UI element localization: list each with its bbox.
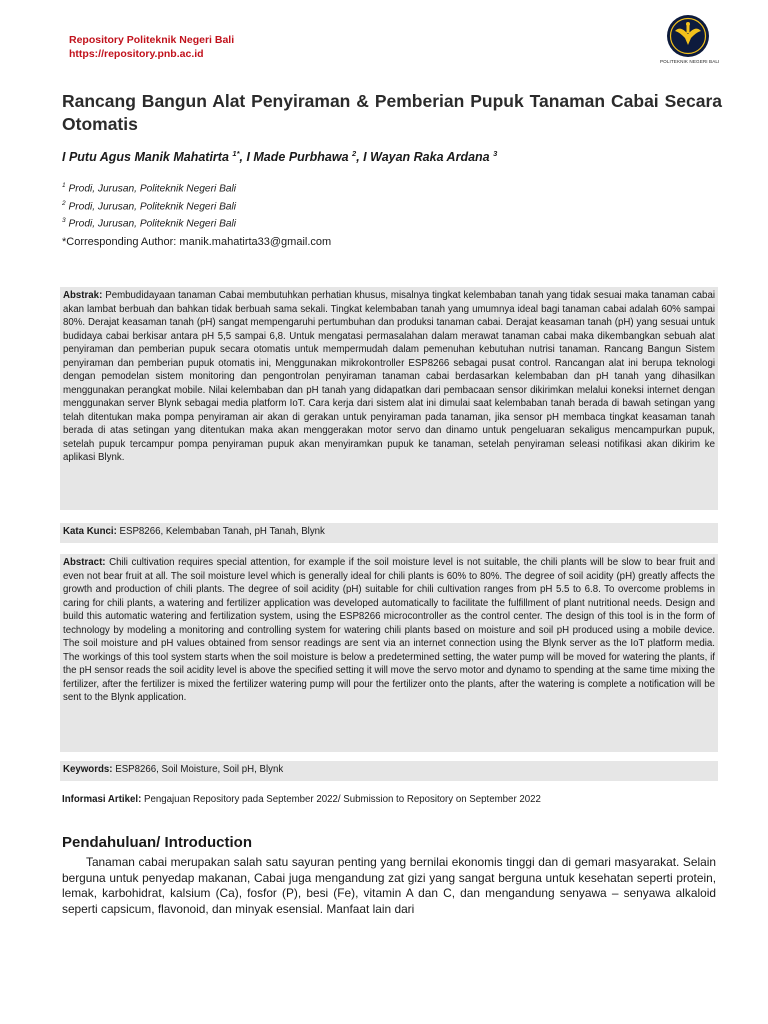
author-name: I Putu Agus Manik Mahatirta xyxy=(62,150,229,165)
abstrak-text: Pembudidayaan tanaman Cabai membutuhkan perhatian khusus, misalnya tingkat kelembaban tanah yang tidak sesuai maka tanaman cabai akan lambat berbuah dan bahkan tidak berbuah sama sekali. Tingkat kelembaban tanah yang umumnya ideal bagi tanaman cabai adalah 60% sampai 80%. Derajat keasaman tanah (pH) sangat mempengaruhi pertumbuhan dan produksi tanaman cabai. Derajat keasaman tanah (pH) yang sesuai untuk budidaya cabai berkisar antara pH 5,5 sampai 6,8. Untuk mengatasi permasalahan dalam merawat tanaman cabai maka dikembangkan sebuah alat penyiraman dan pemberian pupuk secara otomatis untuk mempermudah dalam pemenuhan kebutuhan nutrisi tanaman. Rancang Bangun Sistem penyiraman dan pemberian pupuk otomatis ini, Menggunakan mikrokontroller ESP8266 sebagai pusat control. Rancangan alat ini berupa teknologi dengan pemodelan sistem monitoring dan pengontrolan penyiraman tanaman cabai berdasarkan kelembaban dan pH tanah yang dihasilkan menggunakan perangkat mobile. Nilai kelembaban dan pH tanah yang didapatkan dari pembacaan sensor dikirimkan melalui koneksi internet dengan menggunakan server Blynk sebagai media platform IoT. Cara kerja dari sistem alat ini dimulai saat kelembaban tanah berada di bawah setingan yang telah ditentukan maka pompa penyiraman air akan di gerakan untuk penyiraman pada tanaman, jika sensor pH membaca tingkat keasaman tanah berada di atas setingan yang ditentukan maka akan menggerakan motor servo dan dinamo untuk pengeluaran sekaligus mencampurkan pupuk, setelah pupuk tercampur pompa penyiraman pupuk akan menyiramkan pupuk ke tanaman, setelah penyiraman seleasi notifikasi akan dikirim ke aplikasi Blynk. xyxy=(63,290,715,463)
abstract-label: Abstract: xyxy=(63,557,106,568)
kata-kunci-text: ESP8266, Kelembaban Tanah, pH Tanah, Blynk xyxy=(119,526,325,537)
affiliation-text: Prodi, Jurusan, Politeknik Negeri Bali xyxy=(68,200,237,212)
article-info-text: Pengajuan Repository pada September 2022/ Submission to Repository on September 2022 xyxy=(144,794,541,805)
affiliation-superscript: 3 xyxy=(62,217,66,225)
introduction-heading: Pendahuluan/ Introduction xyxy=(62,834,252,851)
kata-kunci-box xyxy=(60,523,718,543)
abstrak-box xyxy=(60,287,718,510)
article-info-label: Informasi Artikel: xyxy=(62,794,142,805)
pnb-emblem-icon xyxy=(666,14,710,58)
kata-kunci-label: Kata Kunci: xyxy=(63,526,117,537)
abstract-text: Chili cultivation requires special attention, for example if the soil moisture level is not suitable, the chili plants will be slow to bear fruit and even not bear fruit at all. The soil moisture level which is generally ideal for chili plants is 60% to 80%. The degree of soil acidity (pH) greatly affects the growth and production of chili plants. The degree of soil acidity (pH) suitable for chili cultivation ranges from pH 5.5 to 6.8. To overcome problems in caring for chili plants, a watering and fertilizer application was developed automatically to facilitate the fulfillment of plant nutritional needs. Design and build this automatic watering and fertilization system, using the ESP8266 microcontroller as the control center. The design of this tool is in the form of technology by modeling a monitoring and controlling system for watering chili plants based on moisture and soil pH produced using a mobile device. The soil moisture and pH values obtained from sensor readings are sent via an internet connection using the Blynk server as the IoT platform media. The workings of this tool system starts when the soil moisture is below a predetermined setting, the water pump will be moved for watering the plants, if the pH sensor reads the soil acidity level is above the specified setting it will move the servo motor and dynamo to spending at the same time mixing the fertilizer, after the fertilizer is mixed the fertilizer watering pump will pour the fertilizer onto the plants, after the watering is complete a notification will be sent to the Blynk application. xyxy=(63,557,715,703)
affiliation-text: Prodi, Jurusan, Politeknik Negeri Bali xyxy=(68,183,237,195)
affiliation-superscript: 1 xyxy=(62,182,66,189)
affiliation xyxy=(62,197,236,215)
author-list: I Putu Agus Manik Mahatirta $^{1*}$, I Made Purbhawa $^2$, I Wayan Raka Ardana $^3$ xyxy=(62,149,498,165)
keywords-label: Keywords: xyxy=(63,764,113,775)
logo-caption: POLITEKNIK NEGERI BALI xyxy=(660,59,720,64)
keywords-text: ESP8266, Soil Moisture, Soil pH, Blynk xyxy=(115,764,284,775)
repository-name: Repository Politeknik Negeri Bali xyxy=(69,34,235,46)
author-name: I Wayan Raka Ardana xyxy=(363,150,490,165)
author-superscript: 3 xyxy=(493,149,498,158)
introduction-paragraph: Tanaman cabai merupakan salah satu sayuran penting yang bernilai ekonomis tinggi dan di gemari masyarakat. Selain berguna untuk penyedap makanan, Cabai juga mengandung zat gizi yang sangat berguna untuk kesehatan seperti protein, lemak, karbohidrat, kalsium (Ca), fosfor (P), besi (Fe), vitamin A dan C, dan mengandung senyawa – senyawa alkaloid seperti capsicum, flavonoid, dan minyak esensial. Manfaat lain dari xyxy=(62,855,716,917)
author-superscript: 2 xyxy=(352,149,357,158)
keywords-box xyxy=(60,761,718,781)
affiliation-superscript: 2 xyxy=(62,199,66,207)
paper-title: Rancang Bangun Alat Penyiraman & Pemberian Pupuk Tanaman Cabai Secara Otomatis xyxy=(62,91,722,134)
pnb-logo xyxy=(660,14,720,64)
affiliation xyxy=(62,214,236,232)
repository-url[interactable]: https://repository.pnb.ac.id xyxy=(69,48,204,60)
affiliation-text: Prodi, Jurusan, Politeknik Negeri Bali xyxy=(68,218,237,230)
affiliation-list xyxy=(62,179,236,232)
article-info xyxy=(62,794,541,805)
abstract-box xyxy=(60,554,718,752)
author-superscript: 1* xyxy=(232,149,240,158)
affiliation xyxy=(62,179,236,197)
author-name: I Made Purbhawa xyxy=(246,150,349,165)
repository-header xyxy=(69,33,234,61)
abstrak-label: Abstrak: xyxy=(63,290,103,301)
corresponding-author: *Corresponding Author: manik.mahatirta33@gmail.com xyxy=(62,236,332,248)
